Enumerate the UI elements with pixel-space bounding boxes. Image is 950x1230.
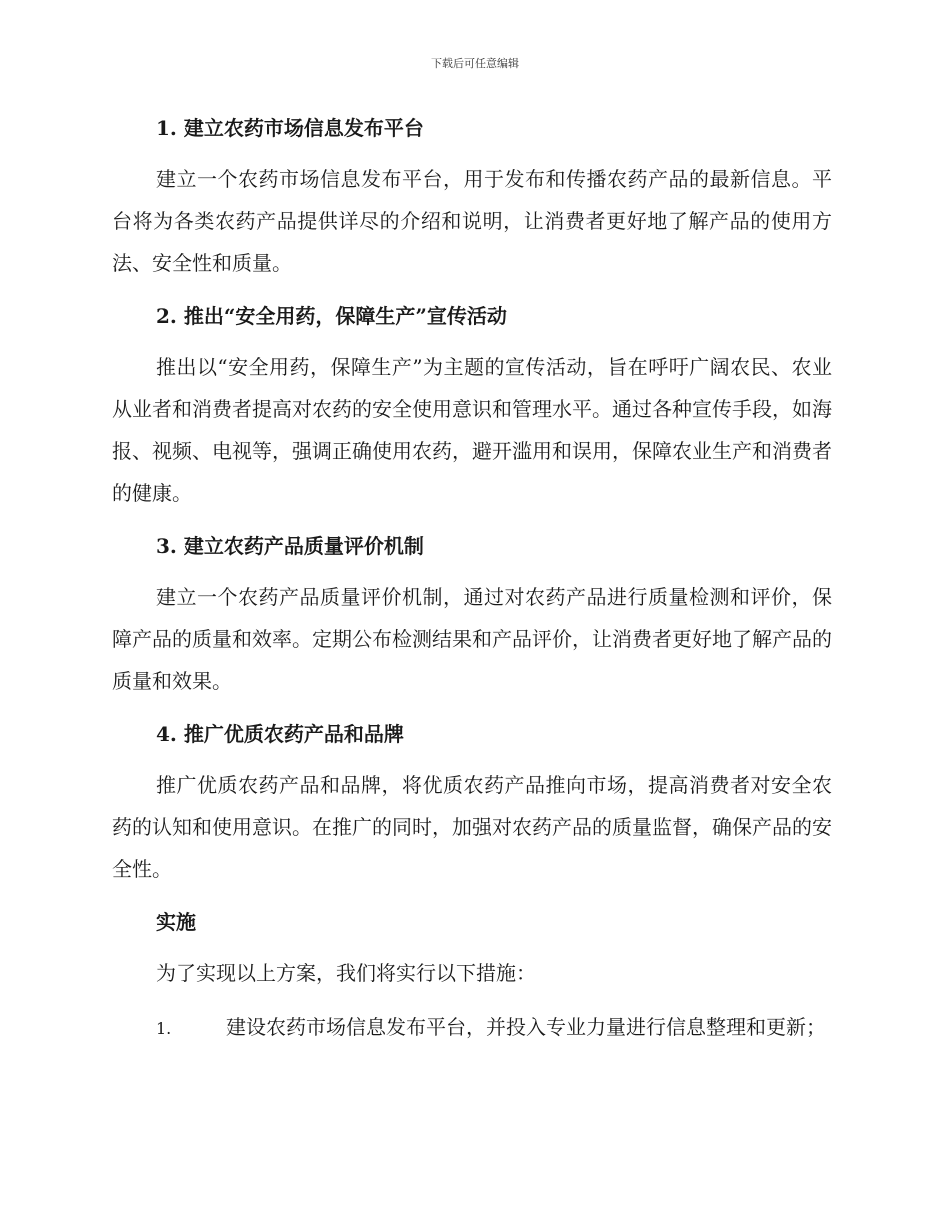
list-item-number: 1. xyxy=(156,1019,172,1038)
section-heading-1: 1. 建立农药市场信息发布平台 xyxy=(156,116,424,140)
section-body-3: 建立一个农药产品质量评价机制，通过对农药产品进行质量检测和评价，保障产品的质量和效率。定期公布检测结果和产品评价，让消费者更好地了解产品的质量和效果。 xyxy=(112,585,832,693)
implementation-intro: 为了实现以上方案，我们将实行以下措施： xyxy=(156,961,536,985)
section-body-1: 建立一个农药市场信息发布平台，用于发布和传播农药产品的最新信息。平台将为各类农药产品提供详尽的介绍和说明，让消费者更好地了解产品的使用方法、安全性和质量。 xyxy=(112,167,832,275)
section-body-2: 推出以“安全用药，保障生产”为主题的宣传活动，旨在呼吁广阔农民、农业从业者和消费者提高对农药的安全使用意识和管理水平。通过各种宣传手段，如海报、视频、电视等，强调正确使用农药，避开滥用和误用，保障农业生产和消费者的健康。 xyxy=(112,355,832,505)
section-heading-4: 4. 推广优质农药产品和品牌 xyxy=(156,722,404,746)
implementation-heading: 实施 xyxy=(156,910,196,934)
section-body-4: 推广优质农药产品和品牌，将优质农药产品推向市场，提高消费者对安全农药的认知和使用意识。在推广的同时，加强对农药产品的质量监督，确保产品的安全性。 xyxy=(112,773,832,881)
section-heading-3: 3. 建立农药产品质量评价机制 xyxy=(156,534,424,558)
page-header: 下载后可任意编辑 xyxy=(431,57,519,70)
list-item-text: 建设农药市场信息发布平台，并投入专业力量进行信息整理和更新； xyxy=(226,1015,826,1039)
list-item xyxy=(112,1006,832,1050)
section-heading-2: 2. 推出“安全用药，保障生产”宣传活动 xyxy=(156,304,507,328)
document-body xyxy=(112,108,832,1050)
